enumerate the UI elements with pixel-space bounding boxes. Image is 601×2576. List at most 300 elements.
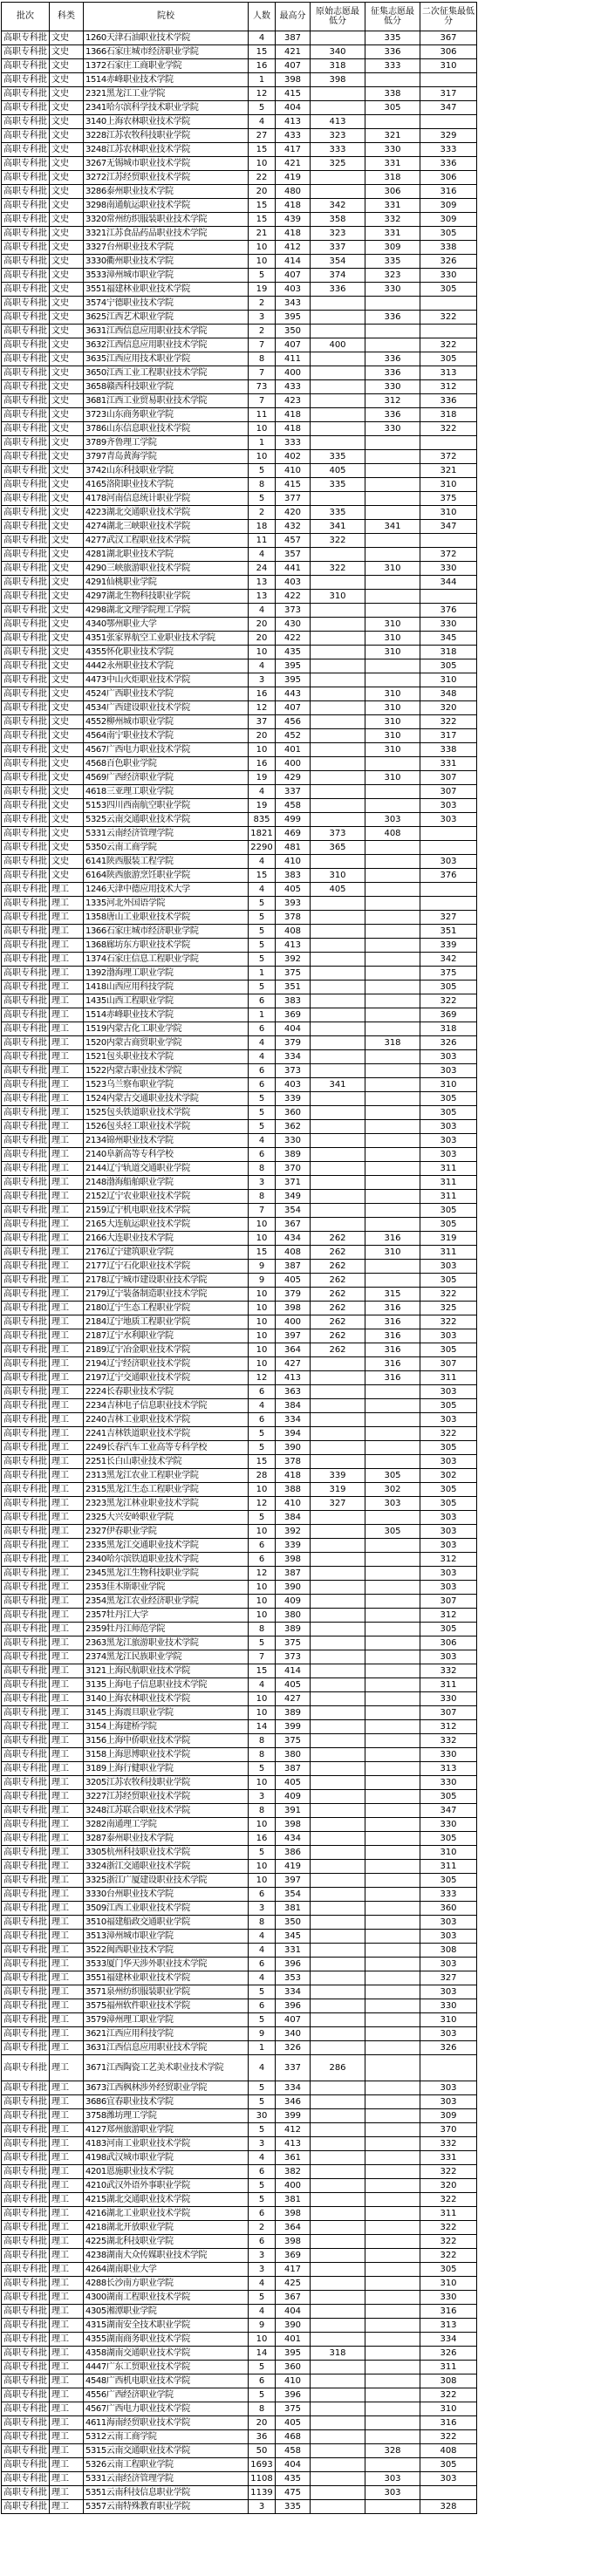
cell-count: 6 [249, 1413, 276, 1427]
cell-second-min: 330 [420, 269, 477, 283]
cell-collect-min: 312 [365, 394, 420, 408]
cell-count: 4 [249, 2277, 276, 2291]
cell-orig-min [311, 757, 365, 771]
cell-school: 4277武汉工程职业技术学院 [84, 534, 249, 548]
cell-second-min: 312 [420, 1553, 477, 1567]
cell-subject: 文史 [50, 157, 84, 171]
cell-school: 3786山东信息职业技术学院 [84, 422, 249, 436]
cell-school: 4567广西电力职业技术学院 [84, 2402, 249, 2416]
cell-second-min: 306 [420, 1636, 477, 1650]
cell-orig-min [311, 2374, 365, 2388]
cell-batch: 高职专科批 [2, 1818, 50, 1832]
cell-subject: 文史 [50, 855, 84, 869]
cell-collect-min [365, 2095, 420, 2109]
cell-school: 4442永州职业技术学院 [84, 659, 249, 673]
cell-orig-min: 333 [311, 143, 365, 157]
cell-batch: 高职专科批 [2, 1288, 50, 1302]
cell-subject: 理工 [50, 1860, 84, 1874]
cell-count: 8 [249, 1734, 276, 1748]
table-row [2, 897, 477, 911]
cell-subject: 理工 [50, 1790, 84, 1804]
cell-collect-min [365, 2277, 420, 2291]
table-row [2, 855, 477, 869]
table-row [2, 408, 477, 422]
cell-subject: 文史 [50, 241, 84, 255]
cell-collect-min: 323 [365, 269, 420, 283]
cell-batch: 高职专科批 [2, 1302, 50, 1315]
cell-second-min: 322 [420, 2430, 477, 2444]
cell-orig-min [311, 2193, 365, 2207]
cell-second-min: 313 [420, 366, 477, 380]
cell-collect-min [365, 1762, 420, 1776]
cell-subject: 文史 [50, 813, 84, 827]
cell-batch: 高职专科批 [2, 827, 50, 841]
cell-collect-min [365, 1064, 420, 1078]
cell-count: 5 [249, 2388, 276, 2402]
cell-batch: 高职专科批 [2, 1874, 50, 1888]
cell-school: 2323黑龙江林业职业技术学院 [84, 1497, 249, 1511]
cell-subject: 理工 [50, 1902, 84, 1916]
cell-collect-min [365, 2123, 420, 2137]
cell-subject: 文史 [50, 785, 84, 799]
cell-subject: 理工 [50, 2500, 84, 2514]
cell-batch: 高职专科批 [2, 199, 50, 213]
cell-max-score: 387 [276, 1762, 311, 1776]
cell-second-min: 305 [420, 2458, 477, 2472]
table-row [2, 953, 477, 967]
cell-orig-min [311, 1455, 365, 1469]
cell-batch: 高职专科批 [2, 2402, 50, 2416]
cell-max-score: 443 [276, 687, 311, 701]
cell-collect-min: 315 [365, 1288, 420, 1302]
cell-batch: 高职专科批 [2, 1427, 50, 1441]
cell-batch: 高职专科批 [2, 1734, 50, 1748]
cell-collect-min [365, 1636, 420, 1650]
cell-school: 4473中山火炬职业技术学院 [84, 673, 249, 687]
cell-second-min: 348 [420, 687, 477, 701]
cell-collect-min [365, 1050, 420, 1064]
cell-second-min: 303 [420, 1511, 477, 1525]
cell-count: 10 [249, 1329, 276, 1343]
cell-batch: 高职专科批 [2, 562, 50, 576]
cell-collect-min [365, 1874, 420, 1888]
cell-school: 4447广东工贸职业技术学院 [84, 2361, 249, 2374]
cell-count: 5 [249, 1441, 276, 1455]
cell-second-min: 322 [420, 715, 477, 729]
cell-collect-min [365, 2263, 420, 2277]
cell-subject: 理工 [50, 2402, 84, 2416]
cell-batch: 高职专科批 [2, 2333, 50, 2347]
cell-second-min: 318 [420, 1022, 477, 1036]
cell-count: 10 [249, 1315, 276, 1329]
cell-max-score: 389 [276, 1148, 311, 1162]
cell-collect-min [365, 576, 420, 590]
header-collect-min: 征集志愿最低分 [365, 3, 420, 31]
cell-count: 10 [249, 1525, 276, 1539]
cell-collect-min: 305 [365, 101, 420, 115]
cell-orig-min [311, 813, 365, 827]
cell-max-score: 369 [276, 1008, 311, 1022]
cell-batch: 高职专科批 [2, 506, 50, 520]
table-row [2, 1902, 477, 1916]
cell-orig-min [311, 2221, 365, 2235]
cell-school: 3248江苏联合职业技术学院 [84, 1804, 249, 1818]
cell-orig-min: 310 [311, 869, 365, 883]
table-row [2, 2263, 477, 2277]
cell-school: 3267无锡城市职业技术学院 [84, 157, 249, 171]
cell-subject: 理工 [50, 2458, 84, 2472]
cell-subject: 理工 [50, 2374, 84, 2388]
cell-orig-min [311, 2430, 365, 2444]
cell-subject: 文史 [50, 31, 84, 45]
table-row [2, 1636, 477, 1650]
cell-second-min: 303 [420, 1148, 477, 1162]
cell-orig-min [311, 994, 365, 1008]
cell-count: 6 [249, 2235, 276, 2249]
cell-batch: 高职专科批 [2, 2221, 50, 2235]
cell-batch: 高职专科批 [2, 1246, 50, 1260]
cell-max-score: 337 [276, 785, 311, 799]
cell-second-min: 305 [420, 1092, 477, 1106]
table-row [2, 199, 477, 213]
cell-batch: 高职专科批 [2, 478, 50, 492]
cell-collect-min [365, 1385, 420, 1399]
cell-count: 5 [249, 953, 276, 967]
cell-orig-min [311, 1176, 365, 1190]
cell-school: 6164陕西旅游烹饪职业学院 [84, 869, 249, 883]
table-row [2, 213, 477, 227]
cell-collect-min: 303 [365, 813, 420, 827]
cell-subject: 文史 [50, 687, 84, 701]
table-row [2, 2081, 477, 2095]
cell-second-min: 322 [420, 994, 477, 1008]
cell-subject: 理工 [50, 1218, 84, 1232]
cell-max-score: 434 [276, 1232, 311, 1246]
cell-batch: 高职专科批 [2, 534, 50, 548]
cell-collect-min [365, 1958, 420, 1971]
cell-orig-min [311, 171, 365, 185]
cell-orig-min [311, 1595, 365, 1609]
cell-orig-min: 262 [311, 1343, 365, 1357]
cell-second-min: 376 [420, 869, 477, 883]
table-row [2, 464, 477, 478]
cell-school: 4238湖南大众传媒职业技术学院 [84, 2249, 249, 2263]
cell-school: 3272江苏经贸职业技术学院 [84, 171, 249, 185]
cell-second-min: 322 [420, 1288, 477, 1302]
cell-orig-min [311, 1539, 365, 1553]
cell-count: 5 [249, 939, 276, 953]
cell-max-score: 373 [276, 1650, 311, 1664]
cell-batch: 高职专科批 [2, 1776, 50, 1790]
cell-collect-min [365, 1650, 420, 1664]
cell-orig-min [311, 2333, 365, 2347]
cell-subject: 理工 [50, 2193, 84, 2207]
cell-batch: 高职专科批 [2, 2179, 50, 2193]
cell-max-score: 433 [276, 129, 311, 143]
cell-subject: 理工 [50, 1916, 84, 1930]
cell-second-min: 305 [420, 1204, 477, 1218]
cell-max-score: 414 [276, 1664, 311, 1678]
cell-collect-min: 303 [365, 1497, 420, 1511]
cell-school: 2341哈尔滨科学技术职业学院 [84, 101, 249, 115]
cell-subject: 理工 [50, 1985, 84, 1999]
cell-count: 1139 [249, 2486, 276, 2500]
cell-count: 8 [249, 1623, 276, 1636]
cell-second-min [420, 2486, 477, 2500]
cell-collect-min [365, 869, 420, 883]
cell-orig-min [311, 981, 365, 994]
table-row [2, 2291, 477, 2305]
cell-school: 4264湖南职业大学 [84, 2263, 249, 2277]
cell-collect-min [365, 2207, 420, 2221]
cell-max-score: 340 [276, 2027, 311, 2041]
table-row [2, 73, 477, 87]
table-row [2, 2388, 477, 2402]
cell-max-score: 400 [276, 1315, 311, 1329]
cell-school: 4524广西职业技术学院 [84, 687, 249, 701]
cell-school: 1520内蒙古商贸职业学院 [84, 1036, 249, 1050]
cell-orig-min [311, 1664, 365, 1678]
cell-orig-min: 318 [311, 59, 365, 73]
cell-max-score: 411 [276, 352, 311, 366]
cell-orig-min [311, 1888, 365, 1902]
cell-max-score: 371 [276, 1176, 311, 1190]
cell-count: 6 [249, 2374, 276, 2388]
cell-batch: 高职专科批 [2, 1357, 50, 1371]
cell-school: 5351云南科技信息职业学院 [84, 2486, 249, 2500]
cell-count: 5 [249, 2179, 276, 2193]
cell-count: 10 [249, 1288, 276, 1302]
table-row [2, 618, 477, 632]
cell-collect-min: 336 [365, 311, 420, 325]
table-row [2, 2486, 477, 2500]
cell-max-score: 480 [276, 185, 311, 199]
cell-collect-min [365, 1260, 420, 1274]
cell-max-score: 415 [276, 87, 311, 101]
cell-orig-min [311, 1553, 365, 1567]
cell-school: 4298湖北文理学院理工学院 [84, 604, 249, 618]
cell-max-score: 390 [276, 1441, 311, 1455]
cell-orig-min: 405 [311, 883, 365, 897]
cell-orig-min [311, 1371, 365, 1385]
table-row [2, 2347, 477, 2361]
cell-subject: 文史 [50, 227, 84, 241]
cell-subject: 文史 [50, 422, 84, 436]
cell-subject: 理工 [50, 2123, 84, 2137]
table-row [2, 31, 477, 45]
cell-max-score: 378 [276, 911, 311, 925]
cell-subject: 理工 [50, 1274, 84, 1288]
cell-school: 3140上海农林职业技术学院 [84, 1692, 249, 1706]
cell-batch: 高职专科批 [2, 143, 50, 157]
table-row [2, 492, 477, 506]
cell-max-score: 367 [276, 1218, 311, 1232]
cell-collect-min [365, 2347, 420, 2361]
cell-count: 28 [249, 1469, 276, 1483]
cell-count: 10 [249, 1581, 276, 1595]
cell-subject: 理工 [50, 2221, 84, 2235]
cell-max-score: 434 [276, 1832, 311, 1846]
cell-collect-min: 305 [365, 1525, 420, 1539]
cell-school: 4618三亚理工职业学院 [84, 785, 249, 799]
cell-max-score: 381 [276, 1902, 311, 1916]
cell-batch: 高职专科批 [2, 1720, 50, 1734]
table-row [2, 687, 477, 701]
cell-max-score: 430 [276, 618, 311, 632]
cell-batch: 高职专科批 [2, 590, 50, 604]
table-row [2, 1357, 477, 1371]
cell-max-score: 398 [276, 2235, 311, 2249]
cell-max-score: 357 [276, 548, 311, 562]
cell-school: 3723山东商务职业学院 [84, 408, 249, 422]
cell-count: 1 [249, 967, 276, 981]
cell-subject: 文史 [50, 757, 84, 771]
cell-subject: 理工 [50, 2081, 84, 2095]
cell-orig-min [311, 632, 365, 646]
cell-collect-min [365, 1120, 420, 1134]
cell-count: 1 [249, 436, 276, 450]
cell-collect-min [365, 2402, 420, 2416]
cell-count: 15 [249, 143, 276, 157]
cell-batch: 高职专科批 [2, 2263, 50, 2277]
cell-count: 1 [249, 1008, 276, 1022]
cell-school: 5357云南特殊教育职业学院 [84, 2500, 249, 2514]
cell-batch: 高职专科批 [2, 1692, 50, 1706]
table-row [2, 1343, 477, 1357]
cell-school: 1525包头铁道职业技术学院 [84, 1106, 249, 1120]
cell-collect-min [365, 785, 420, 799]
cell-orig-min [311, 2027, 365, 2041]
cell-max-score: 405 [276, 1678, 311, 1692]
cell-school: 3154上海建桥学院 [84, 1720, 249, 1734]
cell-second-min: 322 [420, 422, 477, 436]
cell-count: 13 [249, 576, 276, 590]
cell-collect-min [365, 506, 420, 520]
cell-collect-min [365, 1162, 420, 1176]
cell-school: 2148渤海船舶职业学院 [84, 1176, 249, 1190]
cell-school: 3797青岛黄海学院 [84, 450, 249, 464]
cell-batch: 高职专科批 [2, 2430, 50, 2444]
table-row [2, 1092, 477, 1106]
cell-max-score: 396 [276, 1999, 311, 2013]
cell-max-score: 408 [276, 925, 311, 939]
cell-subject: 文史 [50, 632, 84, 646]
cell-batch: 高职专科批 [2, 729, 50, 743]
cell-batch: 高职专科批 [2, 1134, 50, 1148]
cell-second-min: 312 [420, 380, 477, 394]
cell-count: 5 [249, 1985, 276, 1999]
cell-collect-min: 336 [365, 408, 420, 422]
cell-orig-min [311, 2013, 365, 2027]
table-row [2, 1706, 477, 1720]
cell-batch: 高职专科批 [2, 1944, 50, 1958]
cell-second-min [420, 297, 477, 311]
cell-subject: 理工 [50, 2347, 84, 2361]
cell-school: 5312云南工商学院 [84, 2430, 249, 2444]
cell-max-score: 400 [276, 366, 311, 380]
cell-max-score: 378 [276, 1455, 311, 1469]
cell-count: 9 [249, 2027, 276, 2041]
cell-school: 2224长春职业技术学院 [84, 1385, 249, 1399]
cell-batch: 高职专科批 [2, 1846, 50, 1860]
cell-collect-min [365, 1971, 420, 1985]
cell-subject: 理工 [50, 1120, 84, 1134]
cell-max-score: 362 [276, 1120, 311, 1134]
cell-batch: 高职专科批 [2, 1260, 50, 1274]
table-row [2, 715, 477, 729]
cell-school: 1522内蒙古职业技术学院 [84, 1064, 249, 1078]
cell-orig-min: 335 [311, 450, 365, 464]
cell-school: 4198武汉城市职业学院 [84, 2151, 249, 2165]
cell-school: 1514赤峰职业技术学院 [84, 73, 249, 87]
cell-subject: 文史 [50, 143, 84, 157]
cell-school: 5350云南工商学院 [84, 841, 249, 855]
cell-orig-min [311, 701, 365, 715]
cell-batch: 高职专科批 [2, 394, 50, 408]
cell-school: 1435山西工程职业学院 [84, 994, 249, 1008]
cell-count: 9 [249, 1260, 276, 1274]
cell-second-min: 347 [420, 520, 477, 534]
cell-school: 1514赤峰职业技术学院 [84, 1008, 249, 1022]
cell-max-score: 395 [276, 673, 311, 687]
cell-school: 4274湖北三峡职业技术学院 [84, 520, 249, 534]
cell-orig-min: 339 [311, 1469, 365, 1483]
table-row [2, 659, 477, 673]
cell-max-score: 373 [276, 604, 311, 618]
cell-collect-min: 318 [365, 171, 420, 185]
cell-count: 4 [249, 1930, 276, 1944]
header-count: 人数 [249, 3, 276, 31]
cell-batch: 高职专科批 [2, 1064, 50, 1078]
cell-count: 10 [249, 1692, 276, 1706]
cell-count: 5 [249, 1511, 276, 1525]
cell-count: 5 [249, 2123, 276, 2137]
cell-school: 3330衢州职业技术学院 [84, 255, 249, 269]
cell-max-score: 339 [276, 1539, 311, 1553]
cell-subject: 文史 [50, 659, 84, 673]
cell-orig-min [311, 1818, 365, 1832]
cell-count: 10 [249, 1343, 276, 1357]
cell-second-min: 303 [420, 1525, 477, 1539]
table-row [2, 1595, 477, 1609]
cell-batch: 高职专科批 [2, 967, 50, 981]
table-row [2, 241, 477, 255]
table-row [2, 1246, 477, 1260]
cell-orig-min [311, 1971, 365, 1985]
cell-count: 4 [249, 1944, 276, 1958]
cell-max-score: 403 [276, 283, 311, 297]
cell-collect-min: 336 [365, 45, 420, 59]
table-row [2, 1818, 477, 1832]
table-row [2, 1511, 477, 1525]
cell-school: 2357牡丹江大学 [84, 1609, 249, 1623]
table-row [2, 311, 477, 325]
cell-max-score: 413 [276, 115, 311, 129]
table-row [2, 1399, 477, 1413]
cell-batch: 高职专科批 [2, 171, 50, 185]
cell-collect-min [365, 2081, 420, 2095]
cell-count: 8 [249, 1162, 276, 1176]
cell-count: 10 [249, 422, 276, 436]
cell-max-score: 351 [276, 981, 311, 994]
cell-second-min: 303 [420, 2472, 477, 2486]
table-row [2, 157, 477, 171]
cell-count: 20 [249, 618, 276, 632]
cell-batch: 高职专科批 [2, 1888, 50, 1902]
cell-count: 10 [249, 743, 276, 757]
cell-school: 2140阜新高等专科学校 [84, 1148, 249, 1162]
cell-count: 5 [249, 1092, 276, 1106]
